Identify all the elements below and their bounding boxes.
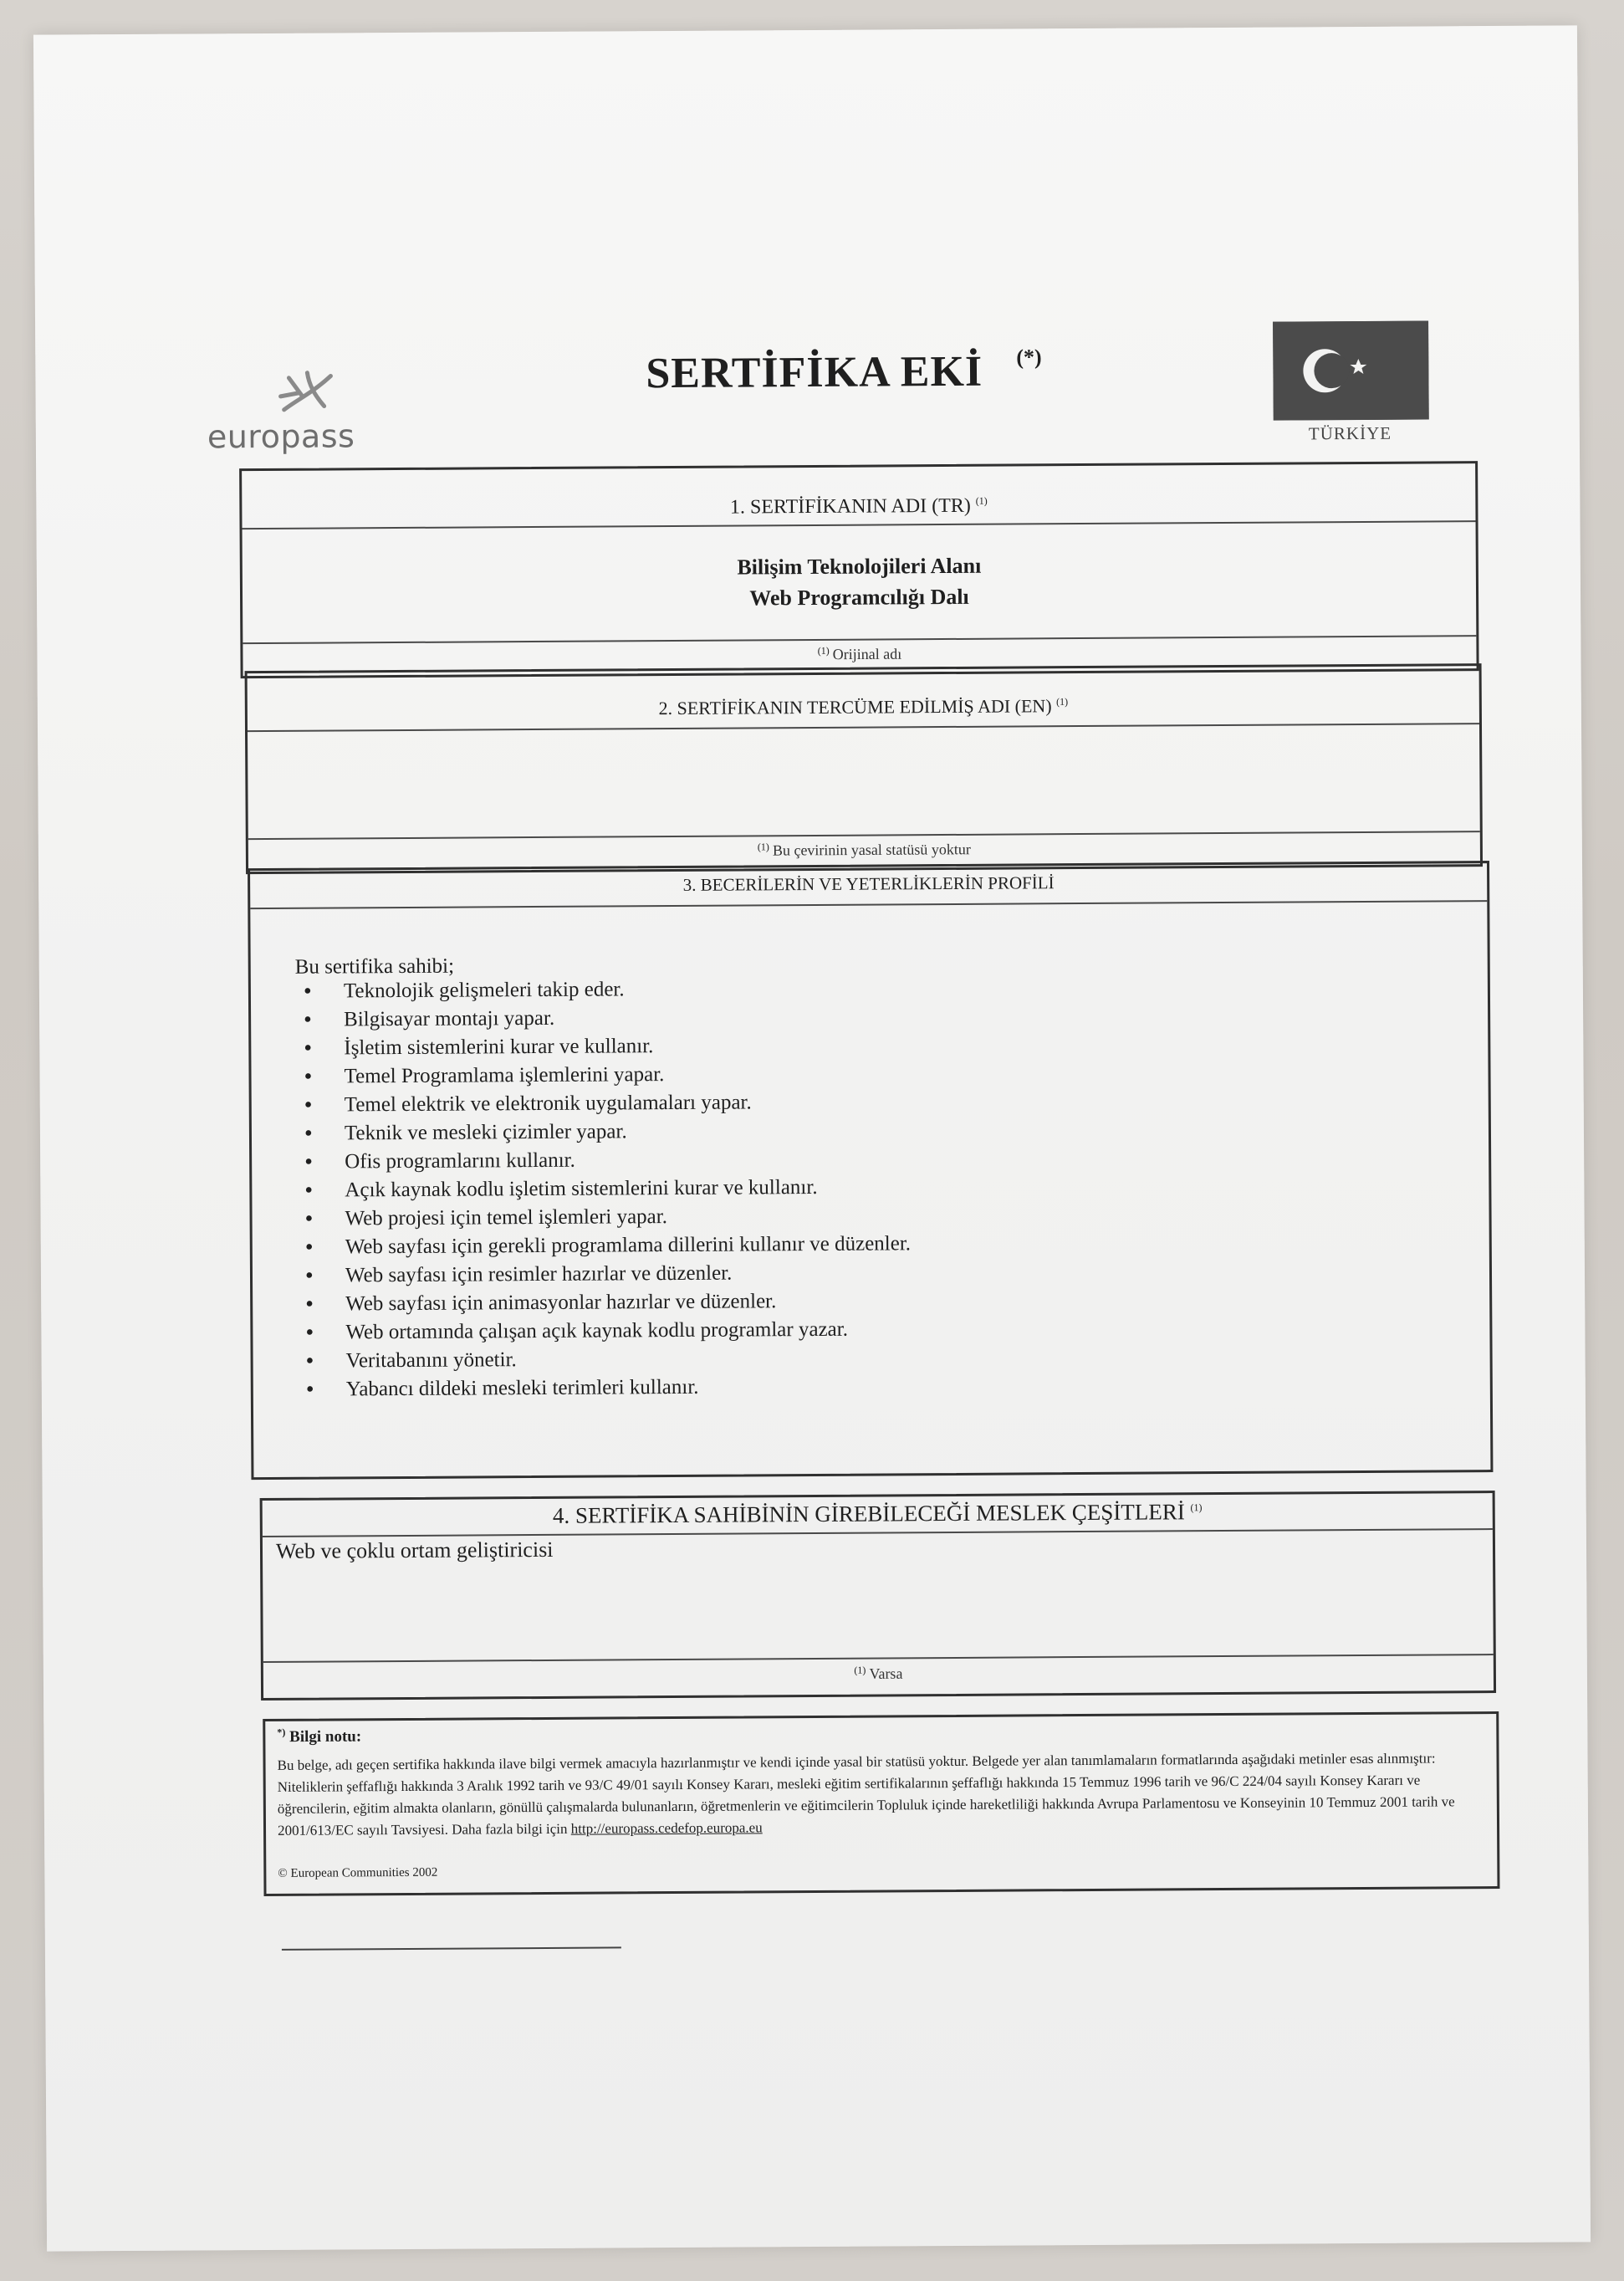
skills-profile-section <box>248 861 1493 1480</box>
europass-wordmark <box>207 417 355 455</box>
certificate-page <box>33 25 1591 2251</box>
occupations-heading-sup: (1) <box>1190 1501 1203 1514</box>
info-note-body <box>277 1747 1490 1842</box>
certificate-name-heading <box>242 463 1475 529</box>
turkey-flag-icon <box>1273 320 1429 420</box>
skill-item: • Web sayfası için gerekli programlama dillerini kullanır ve düzenler. <box>297 1230 911 1261</box>
certificate-name-value <box>243 547 1476 616</box>
skills-profile-heading-text: 3. BECERİLERİN VE YETERLİKLERİN PROFİLİ <box>682 872 1055 895</box>
translated-name-heading-sup: (1) <box>1056 695 1069 708</box>
skill-item: • Veritabanını yönetir. <box>298 1343 912 1375</box>
info-note-section <box>263 1711 1499 1896</box>
certificate-name-footnote-text: Orijinal adı <box>832 645 902 663</box>
skill-item: • Teknolojik gelişmeleri takip eder. <box>295 974 909 1005</box>
skill-item: • Ofis programlarını kullanır. <box>296 1144 910 1176</box>
skill-item: • Temel elektrik ve elektronik uygulamaları yapar. <box>296 1087 910 1119</box>
info-note-body-text: Bu belge, adı geçen sertifika hakkında ilave bilgi vermek amacıyla hazırlanmıştır ve kendi içinde yasal bir statüsü yoktur. Belgede yer alan tanımlamaların formatlarında aşağıdaki metinler esas alınmıştır: Niteliklerin şeffaflığı hakkında 3 Aralık 1992 tarih ve 93/C 49/01 sayılı Konsey Kararı, mesleki eğitim sertifikalarının şeffaflığı hakkında 15 Temmuz 1996 tarih ve 96/C 224/04 sayılı Konsey Kararı ve öğrencilerin, eğitim almakta olanların, gönüllü çalışmalarda bulunanların, öğretmenlerin ve eğitimcilerin Topluluk içinde hareketliliği hakkında Avrupa Parlamentosu ve Konseyinin 10 Temmuz 2001 tarih ve 2001/613/EC sayılı Tavsiyesi. Daha fazla bilgi için <box>277 1750 1455 1839</box>
signature-line <box>282 1946 621 1950</box>
certificate-name-section <box>239 461 1479 678</box>
skill-item: • Web sayfası için resimler hazırlar ve düzenler. <box>297 1258 911 1290</box>
translated-name-footnote-sup: (1) <box>757 841 769 853</box>
occupations-heading-text: 4. SERTİFİKA SAHİBİNİN GİREBİLECEĞİ MESLEK ÇEŞİTLERİ <box>552 1499 1185 1528</box>
occupations-footnote-sup: (1) <box>854 1664 866 1676</box>
skill-item: • Temel Programlama işlemlerini yapar. <box>295 1059 909 1091</box>
europass-logo <box>207 361 400 478</box>
skill-item: • Yabancı dildeki mesleki terimleri kullanır. <box>298 1372 912 1404</box>
occupations-section <box>260 1491 1496 1701</box>
skill-item: • Bilgisayar montajı yapar. <box>295 1002 909 1034</box>
copyright-text: © European Communities 2002 <box>278 1865 438 1880</box>
info-note-link[interactable]: http://europass.cedefop.europa.eu <box>570 1819 763 1837</box>
skill-item: • Web sayfası için animasyonlar hazırlar ve düzenler. <box>297 1286 911 1318</box>
translated-name-footnote-text: Bu çevirinin yasal statüsü yoktur <box>772 841 971 859</box>
skill-item: • İşletim sistemlerini kurar ve kullanır. <box>295 1031 909 1062</box>
skill-item: • Açık kaynak kodlu işletim sistemlerini kurar ve kullanır. <box>296 1173 910 1204</box>
page-title: SERTİFİKA EKİ <box>646 347 983 398</box>
occupation-value: Web ve çoklu ortam geliştiricisi <box>275 1537 554 1563</box>
europass-logo-text: europass <box>207 417 355 456</box>
info-note-title-text: Bilgi notu: <box>289 1727 362 1747</box>
country-label: TÜRKİYE <box>1308 422 1392 444</box>
certificate-name-line: Bilişim Teknolojileri Alanı <box>737 553 982 580</box>
info-note-title <box>277 1726 361 1747</box>
certificate-name-line: Web Programcılığı Dalı <box>749 584 969 611</box>
occupations-heading <box>263 1493 1493 1537</box>
translated-name-heading-text: 2. SERTİFİKANIN TERCÜME EDİLMİŞ ADI (EN) <box>658 695 1052 719</box>
europass-stars-icon <box>272 361 340 426</box>
info-note-title-sup: *) <box>277 1726 286 1738</box>
translated-name-heading <box>248 666 1479 732</box>
skill-item: • Web ortamında çalışan açık kaynak kodlu programlar yazar. <box>297 1315 911 1347</box>
translated-name-section <box>245 663 1483 874</box>
skills-list <box>295 974 912 1404</box>
title-footnote-mark: (*) <box>1016 345 1042 370</box>
certificate-name-heading-sup: (1) <box>975 494 988 507</box>
occupations-footnote <box>263 1654 1494 1698</box>
skills-intro: Bu sertifika sahibi; <box>294 954 455 979</box>
skills-profile-heading <box>250 863 1487 909</box>
certificate-name-footnote-sup: (1) <box>817 644 830 657</box>
skill-item: • Teknik ve mesleki çizimler yapar. <box>296 1116 910 1148</box>
occupations-footnote-text: Varsa <box>869 1665 903 1682</box>
certificate-name-heading-text: 1. SERTİFİKANIN ADI (TR) <box>729 494 971 519</box>
skill-item: • Web projesi için temel işlemleri yapar. <box>296 1201 910 1233</box>
